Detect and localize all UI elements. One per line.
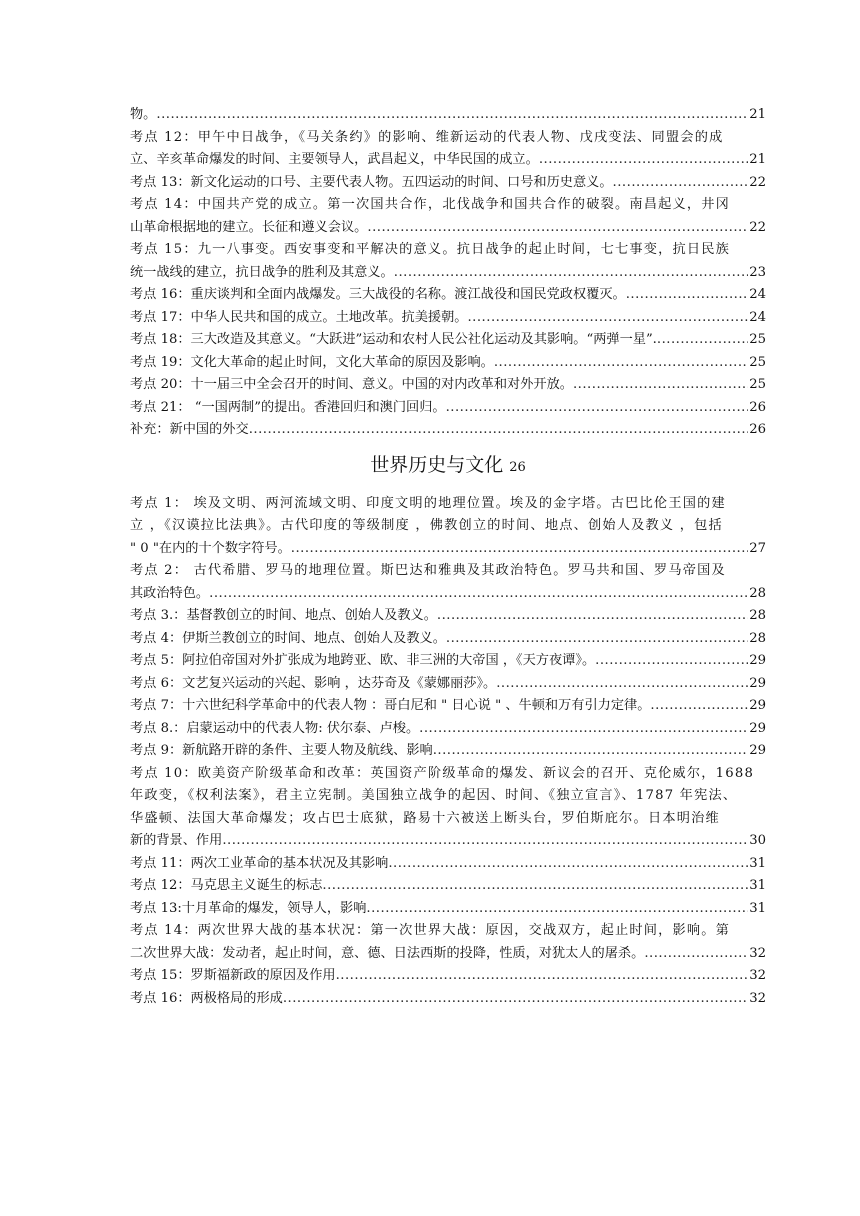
toc-page-number: 29 bbox=[749, 675, 766, 691]
dot-leader bbox=[644, 943, 748, 966]
dot-leader bbox=[626, 284, 748, 307]
toc-page-number: 32 bbox=[749, 990, 766, 1006]
toc-entry-text: 考点 18：三大改造及其意义。“大跃进”运动和农村人民公社化运动及其影响。“两弹一星”. bbox=[130, 332, 657, 347]
toc-entry[interactable] bbox=[130, 560, 766, 605]
dot-leader bbox=[322, 875, 748, 898]
toc-entry-line: 华盛顿、法国大革命爆发；攻占巴士底狱，路易十六被送上断头台，罗伯斯庇尔。日本明治维 bbox=[130, 810, 720, 826]
toc-entry-text: 立、辛亥革命爆发的时间、主要领导人，武昌起义，中华民国的成立。 bbox=[130, 152, 539, 167]
section-title-page: 26 bbox=[509, 459, 526, 475]
dot-leader bbox=[366, 898, 748, 921]
toc-entry-text: " 0 "在内的十个数字符号。 bbox=[130, 540, 291, 556]
dot-leader bbox=[156, 104, 748, 127]
toc-entry-text: 考点 17：中华人民共和国的成立。土地改革。抗美援朝。 bbox=[130, 309, 468, 325]
toc-entry[interactable] bbox=[130, 104, 766, 127]
toc-entry-text: 考点 11：两次工业革命的基本状况及其影响 bbox=[130, 855, 389, 871]
toc-entry[interactable] bbox=[130, 419, 766, 442]
toc-page-number: 28 bbox=[749, 630, 766, 646]
toc-entry-text: 新的背景、作用 bbox=[130, 833, 223, 848]
toc-entry-text: 考点 21： “一国两制”的提出。香港回归和澳门回归。 bbox=[130, 399, 446, 415]
toc-entry-line: 立 ，《汉谟拉比法典》。古代印度的等级制度 ，佛教创立的时间、地点、创始人及教义 ，包括 bbox=[130, 518, 723, 533]
section-title-text: 世界历史与文化 bbox=[370, 453, 504, 476]
dot-leader bbox=[446, 397, 749, 420]
dot-leader bbox=[209, 583, 748, 606]
toc-page-number: 21 bbox=[749, 152, 766, 167]
toc-entry[interactable] bbox=[130, 763, 766, 853]
toc-entry-text: 考点 3.：基督教创立的时间、地点、创始人及教义。 bbox=[130, 608, 437, 623]
dot-leader bbox=[283, 988, 748, 1011]
toc-entry-text: 考点 5：阿拉伯帝国对外扩张成为地跨亚、欧、非三洲的大帝国 ，《天方夜谭》。 bbox=[130, 653, 596, 668]
toc-entry-text: 考点 13:十月革命的爆发，领导人，影响 bbox=[130, 900, 367, 916]
toc-entry[interactable] bbox=[130, 194, 766, 239]
toc-entry[interactable] bbox=[130, 493, 766, 561]
toc-page-number: 29 bbox=[749, 653, 766, 668]
toc-entry-line: 考点 14：中国共产党的成立。第一次国共合作，北伐战争和国共合作的破裂。南昌起义，井冈 bbox=[130, 197, 731, 212]
dot-leader bbox=[394, 262, 748, 285]
toc-entry[interactable] bbox=[130, 920, 766, 965]
toc-entry[interactable] bbox=[130, 628, 766, 651]
toc-entry-text: 考点 19：文化大革命的起止时间，文化大革命的原因及影响。 bbox=[130, 354, 494, 370]
toc-entry[interactable] bbox=[130, 239, 766, 284]
toc-entry[interactable] bbox=[130, 127, 766, 172]
toc-entry[interactable] bbox=[130, 172, 766, 195]
toc-page-number: 25 bbox=[749, 354, 766, 370]
toc-entry-line: 考点 15：九一八事变。西安事变和平解决的意义。抗日战争的起止时间，七七事变，抗日民族 bbox=[130, 242, 731, 257]
toc-page-number: 28 bbox=[749, 585, 766, 601]
toc-entry-text: 物。 bbox=[130, 107, 157, 122]
toc-page-number: 31 bbox=[749, 878, 766, 893]
toc-entry-text: 山革命根据地的建立。长征和遵义会议。 bbox=[130, 219, 368, 235]
dot-leader bbox=[446, 628, 748, 651]
toc-entry[interactable] bbox=[130, 374, 766, 397]
dot-leader bbox=[437, 605, 748, 628]
dot-leader bbox=[433, 740, 749, 763]
dot-leader bbox=[336, 965, 749, 988]
toc-entry-text: 考点 20：十一届三中全会召开的时间、意义。中国的对内改革和对外开放。 bbox=[130, 377, 573, 392]
toc-entry[interactable] bbox=[130, 673, 766, 696]
toc-entry-text: 补充：新中国的外交 bbox=[130, 422, 249, 437]
toc-page-number: 29 bbox=[749, 743, 766, 758]
toc-entry[interactable] bbox=[130, 329, 766, 352]
dot-leader bbox=[539, 149, 748, 172]
toc-entry-text: 考点 8.：启蒙运动中的代表人物: 伏尔泰、卢梭。 bbox=[130, 720, 420, 736]
toc-entry[interactable] bbox=[130, 397, 766, 420]
toc-page-number: 21 bbox=[749, 107, 766, 122]
toc-page-number: 24 bbox=[749, 287, 766, 302]
toc-entry[interactable] bbox=[130, 284, 766, 307]
dot-leader bbox=[467, 307, 748, 330]
toc-entry-text: 考点 12：马克思主义诞生的标志 bbox=[130, 878, 323, 893]
toc-entry[interactable] bbox=[130, 307, 766, 330]
dot-leader bbox=[650, 695, 748, 718]
dot-leader bbox=[595, 650, 748, 673]
dot-leader bbox=[388, 853, 748, 876]
toc-entry-text: 其政治特色。 bbox=[130, 585, 210, 601]
toc-entry-text: 二次世界大战：发动者，起止时间，意、德、日法西斯的投降，性质，对犹太人的屠杀。 bbox=[130, 945, 645, 961]
toc-page-number: 22 bbox=[749, 174, 766, 190]
toc-entry[interactable] bbox=[130, 898, 766, 921]
toc-entry[interactable] bbox=[130, 718, 766, 741]
toc-china-history bbox=[130, 104, 766, 442]
toc-page-number: 25 bbox=[749, 332, 766, 347]
dot-leader bbox=[367, 217, 748, 240]
toc-entry-text: 考点 13：新文化运动的口号、主要代表人物。五四运动的时间、口号和历史意义。 bbox=[130, 174, 613, 190]
toc-entry[interactable] bbox=[130, 695, 766, 718]
toc-entry-text: 考点 6：文艺复兴运动的兴起、影响 ，达芬奇及《蒙娜丽莎》。 bbox=[130, 675, 497, 691]
toc-page-number: 24 bbox=[749, 309, 766, 325]
toc-page-number: 29 bbox=[749, 698, 766, 713]
toc-entry[interactable] bbox=[130, 988, 766, 1011]
dot-leader bbox=[222, 830, 748, 853]
toc-page-number: 30 bbox=[749, 833, 766, 848]
toc-page-number: 22 bbox=[749, 219, 766, 235]
toc-page-number: 28 bbox=[749, 608, 766, 623]
toc-entry-text: 考点 9：新航路开辟的条件、主要人物及航线、影响 bbox=[130, 743, 433, 758]
dot-leader bbox=[494, 352, 748, 375]
toc-entry[interactable] bbox=[130, 740, 766, 763]
toc-page-number: 25 bbox=[749, 377, 766, 392]
toc-entry-line: 考点 12：甲午中日战争，《马关条约》的影响、维新运动的代表人物、戊戌变法、同盟会的成 bbox=[130, 129, 724, 145]
dot-leader bbox=[291, 538, 748, 561]
dot-leader bbox=[613, 172, 749, 195]
dot-leader bbox=[573, 374, 748, 397]
toc-page-number: 32 bbox=[749, 968, 766, 983]
toc-entry[interactable] bbox=[130, 352, 766, 375]
toc-entry-line: 考点 1： 埃及文明、两河流域文明、印度文明的地理位置。埃及的金字塔。古巴比伦王国的建 bbox=[130, 495, 726, 511]
toc-entry-text: 考点 15：罗斯福新政的原因及作用 bbox=[130, 968, 336, 983]
toc-page-number: 23 bbox=[749, 264, 766, 280]
toc-page-number: 31 bbox=[749, 855, 766, 871]
toc-entry-line: 考点 14：两次世界大战的基本状况：第一次世界大战：原因，交战双方，起止时间，影响。第 bbox=[130, 923, 731, 938]
section-heading bbox=[130, 450, 766, 483]
toc-entry-text: 考点 16：两极格局的形成 bbox=[130, 990, 283, 1006]
toc-page-number: 26 bbox=[749, 422, 766, 437]
toc-entry[interactable] bbox=[130, 650, 766, 673]
toc-entry[interactable] bbox=[130, 965, 766, 988]
toc-page-number: 29 bbox=[749, 720, 766, 736]
toc-entry-line: 考点 2： 古代希腊、罗马的地理位置。斯巴达和雅典及其政治特色。罗马共和国、罗马帝国及 bbox=[130, 563, 726, 578]
toc-entry[interactable] bbox=[130, 605, 766, 628]
toc-entry-line: 年政变，《权利法案》，君主立宪制。美国独立战争的起因、时间、《独立宣言》、1787 年宪法、 bbox=[130, 788, 738, 803]
toc-entry-text: 考点 4：伊斯兰教创立的时间、地点、创始人及教义。 bbox=[130, 630, 446, 646]
toc-entry[interactable] bbox=[130, 875, 766, 898]
dot-leader bbox=[419, 718, 748, 741]
toc-page-number: 32 bbox=[749, 945, 766, 961]
dot-leader bbox=[496, 673, 748, 696]
document-page bbox=[130, 104, 766, 1010]
toc-entry[interactable] bbox=[130, 853, 766, 876]
toc-entry-text: 考点 16：重庆谈判和全面内战爆发。三大战役的名称。渡江战役和国民党政权覆灭。 bbox=[130, 287, 626, 302]
toc-page-number: 27 bbox=[749, 540, 766, 556]
toc-entry-line: 考点 10：欧美资产阶级革命和改革：英国资产阶级革命的爆发、新议会的召开、克伦威尔，1688 bbox=[130, 765, 755, 781]
dot-leader bbox=[249, 419, 749, 442]
toc-entry-text: 统一战线的建立，抗日战争的胜利及其意义。 bbox=[130, 264, 394, 280]
toc-page-number: 31 bbox=[749, 900, 766, 916]
toc-entry-text: 考点 7：十六世纪科学革命中的代表人物 ：哥白尼和 " 日心说 " 、牛顿和万有引力定律。 bbox=[130, 698, 651, 713]
dot-leader bbox=[657, 329, 748, 352]
toc-world-history bbox=[130, 493, 766, 1011]
toc-page-number: 26 bbox=[749, 399, 766, 415]
